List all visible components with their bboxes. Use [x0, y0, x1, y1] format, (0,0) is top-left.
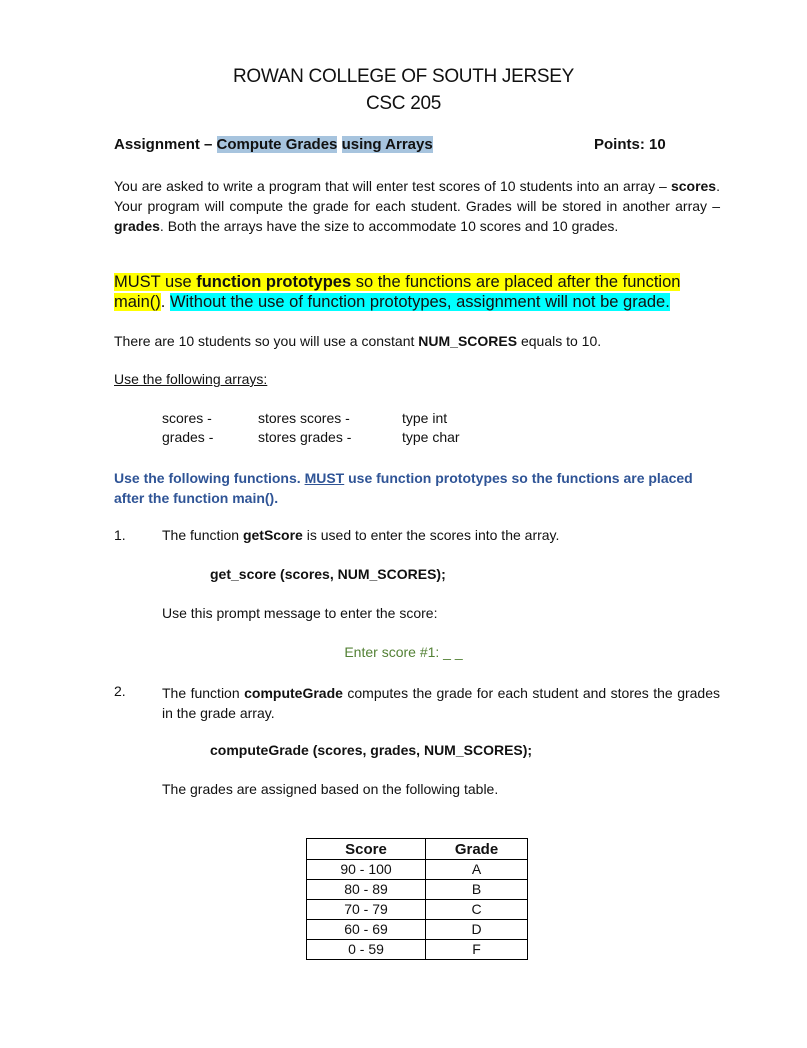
assignment-title-highlight-2: using Arrays — [341, 136, 433, 153]
assignment-title — [114, 136, 433, 153]
step1-text: The function — [162, 527, 243, 543]
assignment-prefix: Assignment – — [114, 136, 217, 153]
grade-letter: D — [426, 920, 528, 940]
header-grade: Grade — [426, 839, 528, 860]
intro-text: . Both the arrays have the size to accommodate 10 scores and 10 grades. — [159, 218, 619, 234]
intro-text: You are asked to write a program that will enter test scores of 10 students into an array – — [114, 178, 671, 194]
score-range: 60 - 69 — [307, 920, 426, 940]
score-range: 70 - 79 — [307, 900, 426, 920]
table-row — [307, 860, 528, 880]
table-row — [307, 880, 528, 900]
functions-heading — [114, 468, 720, 508]
college-title: ROWAN COLLEGE OF SOUTH JERSEY — [232, 66, 575, 87]
must-notice — [114, 272, 720, 312]
step1-text: is used to enter the scores into the array. — [302, 527, 560, 543]
functions-text: use function prototypes so the functions are placed after the function main(). — [114, 470, 693, 506]
array-name: grades - — [162, 429, 214, 445]
num-scores-bold: NUM_SCORES — [418, 333, 518, 349]
arrays-heading: Use the following arrays: — [114, 371, 268, 387]
array-desc: stores grades - — [258, 429, 352, 445]
table-intro: The grades are assigned based on the following table. — [162, 781, 499, 797]
must-warning: Without the use of function prototypes, assignment will not be grade. — [169, 293, 670, 311]
grade-letter: A — [426, 860, 528, 880]
step2-description — [162, 683, 720, 723]
points-label: Points: 10 — [594, 136, 666, 153]
step1-description — [162, 527, 559, 543]
get-score-call: get_score (scores, NUM_SCORES); — [210, 566, 446, 582]
array-desc: stores scores - — [258, 410, 350, 426]
must-bold: function prototypes — [196, 273, 352, 291]
getscore-bold: getScore — [242, 527, 303, 543]
assignment-title-highlight-1: Compute Grades — [216, 136, 338, 153]
grade-letter: F — [426, 940, 528, 960]
score-range: 0 - 59 — [307, 940, 426, 960]
step2-text: The function — [162, 685, 245, 701]
grade-table — [306, 838, 528, 960]
table-row — [307, 940, 528, 960]
step2-text: computes the grade for each student and stores the grades in the grade array. — [162, 685, 721, 721]
must-text: so the functions are placed after the function main() — [114, 273, 681, 311]
grade-letter: C — [426, 900, 528, 920]
intro-scores-bold: scores — [670, 178, 717, 194]
course-code: CSC 205 — [366, 93, 441, 114]
table-row — [307, 920, 528, 940]
students-paragraph — [114, 331, 720, 351]
array-type: type int — [402, 410, 448, 426]
computegrade-bold: computeGrade — [244, 685, 343, 701]
students-text: equals to 10. — [517, 333, 602, 349]
intro-grades-bold: grades — [114, 218, 160, 234]
table-row — [307, 900, 528, 920]
prompt-intro: Use this prompt message to enter the score: — [162, 605, 438, 621]
step-number: 2. — [114, 683, 126, 699]
grade-letter: B — [426, 880, 528, 900]
functions-text: Use the following functions. — [114, 470, 305, 486]
intro-paragraph — [114, 176, 720, 236]
score-range: 80 - 89 — [307, 880, 426, 900]
prompt-example: Enter score #1: _ _ — [344, 644, 463, 660]
table-header-row — [307, 839, 528, 860]
score-range: 90 - 100 — [307, 860, 426, 880]
compute-grade-call: computeGrade (scores, grades, NUM_SCORES); — [210, 742, 533, 758]
intro-text: . Your program will compute the grade for each student. Grades will be stored in another array – — [114, 178, 720, 214]
functions-must: MUST — [304, 470, 345, 486]
must-text: MUST use — [114, 273, 197, 291]
header-score: Score — [307, 839, 426, 860]
students-text: There are 10 students so you will use a constant — [114, 333, 419, 349]
must-text: . — [160, 293, 170, 311]
step-number: 1. — [114, 527, 126, 543]
array-name: scores - — [162, 410, 212, 426]
array-type: type char — [402, 429, 460, 445]
